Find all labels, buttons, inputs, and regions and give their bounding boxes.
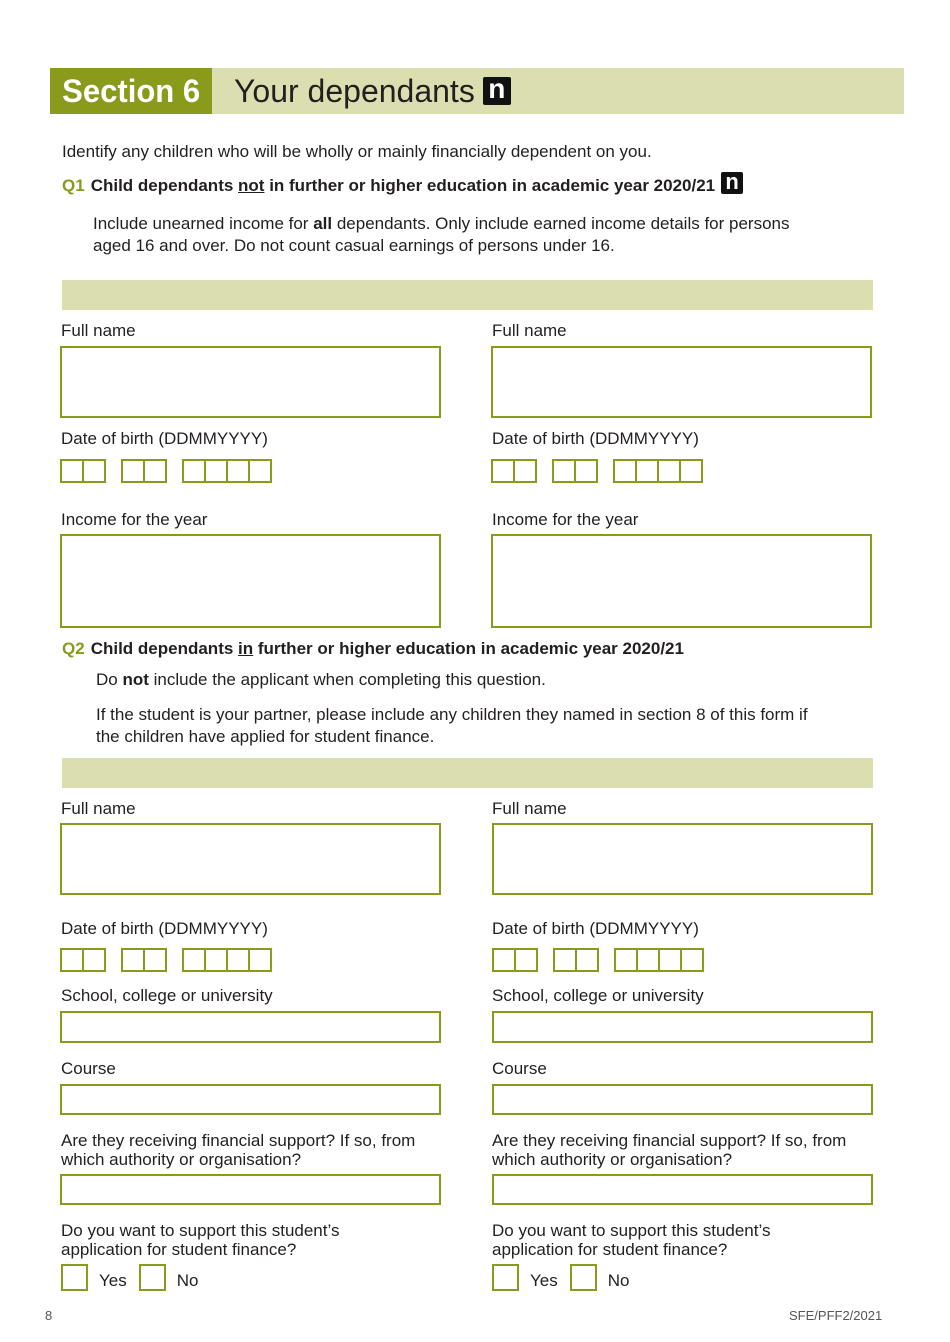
dob-cell[interactable] [514,948,538,972]
q2-course-field-2[interactable] [492,1084,873,1115]
q2-note1-emph: not [122,670,149,689]
q1-note-pre: Include unearned income for [93,214,314,233]
q2-support-field-1[interactable] [60,1174,441,1205]
q2-note1-post: include the applicant when completing this question. [148,670,546,689]
q2-dob-field-1[interactable] [60,948,287,972]
dob-cell[interactable] [679,459,703,483]
dob-year [182,459,270,483]
q1-income-label-1: Income for the year [61,510,208,529]
section-title [234,68,511,114]
q2-band [62,758,873,788]
dob-cell[interactable] [82,948,106,972]
yes-label: Yes [99,1271,127,1290]
dob-cell[interactable] [614,948,638,972]
form-code: SFE/PFF2/2021 [789,1308,883,1323]
q1-dob-label-1: Date of birth (DDMMYYYY) [61,429,268,448]
q2-support-line1: Are they receiving financial support? If so, from [492,1131,847,1150]
dob-cell[interactable] [143,459,167,483]
dob-cell[interactable] [121,459,145,483]
q1-dob-label-2: Date of birth (DDMMYYYY) [492,429,699,448]
dob-cell[interactable] [636,948,660,972]
q2-course-label-1: Course [61,1059,116,1078]
section-number: Section 6 [50,68,212,114]
dob-cell[interactable] [613,459,637,483]
dob-cell[interactable] [121,948,145,972]
dob-cell[interactable] [248,459,272,483]
dob-cell[interactable] [182,459,206,483]
q2-full-name-field-2[interactable] [492,823,873,895]
dob-cell[interactable] [226,948,250,972]
q1-full-name-field-1[interactable] [60,346,441,418]
q2-heading [62,638,684,660]
dob-day [491,459,535,483]
q2-want-label-1 [61,1221,339,1259]
q1-title-pre: Child dependants [90,176,239,195]
dob-cell[interactable] [143,948,167,972]
dob-cell[interactable] [204,459,228,483]
q2-school-field-1[interactable] [60,1011,441,1043]
q1-dob-field-2[interactable] [491,459,718,483]
q2-note2-line1: If the student is your partner, please include any children they named in section 8 of this form if [96,705,808,724]
q1-note-post: dependants. Only include earned income details for persons [332,214,790,233]
section-title-text: Your dependants [234,73,475,109]
q1-title-post: in further or higher education in academic year 2020/21 [264,176,716,195]
q2-support-field-2[interactable] [492,1174,873,1205]
dob-cell[interactable] [657,459,681,483]
dob-month [121,948,165,972]
q2-want-label-2 [492,1221,770,1259]
q1-note [93,213,790,257]
q1-full-name-label-2: Full name [492,321,567,340]
q2-want-line1: Do you want to support this student’s [61,1221,340,1240]
intro-text: Identify any children who will be wholly or mainly financially dependent on you. [62,142,652,161]
q1-income-field-2[interactable] [491,534,872,628]
q2-want-line2: application for student finance? [61,1240,297,1259]
q2-school-label-1: School, college or university [61,986,273,1005]
dob-year [182,948,270,972]
no-checkbox[interactable] [139,1264,166,1291]
q1-note-line1 [93,213,790,235]
q2-dob-field-2[interactable] [492,948,719,972]
dob-cell[interactable] [226,459,250,483]
q2-dob-label-1: Date of birth (DDMMYYYY) [61,919,268,938]
dob-cell[interactable] [60,948,84,972]
dob-year [614,948,702,972]
dob-cell[interactable] [680,948,704,972]
dob-cell[interactable] [575,948,599,972]
dob-cell[interactable] [82,459,106,483]
yes-checkbox[interactable] [492,1264,519,1291]
yes-label: Yes [530,1271,558,1290]
q2-yes-no-2 [492,1264,641,1291]
q2-note1-pre: Do [96,670,123,689]
dob-cell[interactable] [182,948,206,972]
q1-number: Q1 [62,176,85,195]
q2-want-line1: Do you want to support this student’s [492,1221,771,1240]
dob-cell[interactable] [491,459,515,483]
no-label: No [607,1271,630,1290]
q2-dob-label-2: Date of birth (DDMMYYYY) [492,919,699,938]
q1-income-field-1[interactable] [60,534,441,628]
q2-number: Q2 [62,639,85,658]
dob-cell[interactable] [635,459,659,483]
q1-full-name-field-2[interactable] [491,346,872,418]
dob-cell[interactable] [658,948,682,972]
dob-month [553,948,597,972]
dob-cell[interactable] [60,459,84,483]
q2-note2 [96,704,808,748]
dob-cell[interactable] [492,948,516,972]
no-checkbox[interactable] [570,1264,597,1291]
q1-title-emph: not [238,176,265,195]
q2-yes-no-1 [61,1264,210,1291]
dob-day [60,459,104,483]
q2-support-line2: which authority or organisation? [492,1150,733,1169]
q2-support-line2: which authority or organisation? [61,1150,302,1169]
q2-title-post: further or higher education in academic year 2020/21 [253,639,684,658]
q2-title-pre: Child dependants [90,639,239,658]
q1-note-emph: all [313,214,333,233]
dob-cell[interactable] [552,459,576,483]
q2-full-name-label-1: Full name [61,799,136,818]
q1-full-name-label-1: Full name [61,321,136,340]
q2-support-label-1 [61,1131,415,1169]
q2-school-label-2: School, college or university [492,986,704,1005]
dob-day [492,948,536,972]
dob-cell[interactable] [553,948,577,972]
q2-course-label-2: Course [492,1059,547,1078]
yes-checkbox[interactable] [61,1264,88,1291]
dob-cell[interactable] [248,948,272,972]
dob-day [60,948,104,972]
q2-want-line2: application for student finance? [492,1240,728,1259]
q1-income-label-2: Income for the year [492,510,639,529]
q1-note-line2: aged 16 and over. Do not count casual earnings of persons under 16. [93,236,615,255]
q2-support-label-2 [492,1131,846,1169]
dob-cell[interactable] [513,459,537,483]
dob-month [552,459,596,483]
dob-cell[interactable] [574,459,598,483]
q2-note1 [96,669,546,691]
q2-support-line1: Are they receiving financial support? If so, from [61,1131,416,1150]
q2-full-name-field-1[interactable] [60,823,441,895]
q2-school-field-2[interactable] [492,1011,873,1043]
page-number: 8 [45,1308,53,1323]
q2-note2-line2: the children have applied for student finance. [96,727,435,746]
dob-cell[interactable] [204,948,228,972]
q2-course-field-1[interactable] [60,1084,441,1115]
no-label: No [176,1271,199,1290]
q2-full-name-label-2: Full name [492,799,567,818]
n-badge-icon: n [483,77,511,105]
q2-title-emph: in [238,639,254,658]
q1-band [62,280,873,310]
dob-month [121,459,165,483]
q1-dob-field-1[interactable] [60,459,287,483]
dob-year [613,459,701,483]
q1-heading [62,168,743,197]
n-badge-icon: n [721,172,743,194]
